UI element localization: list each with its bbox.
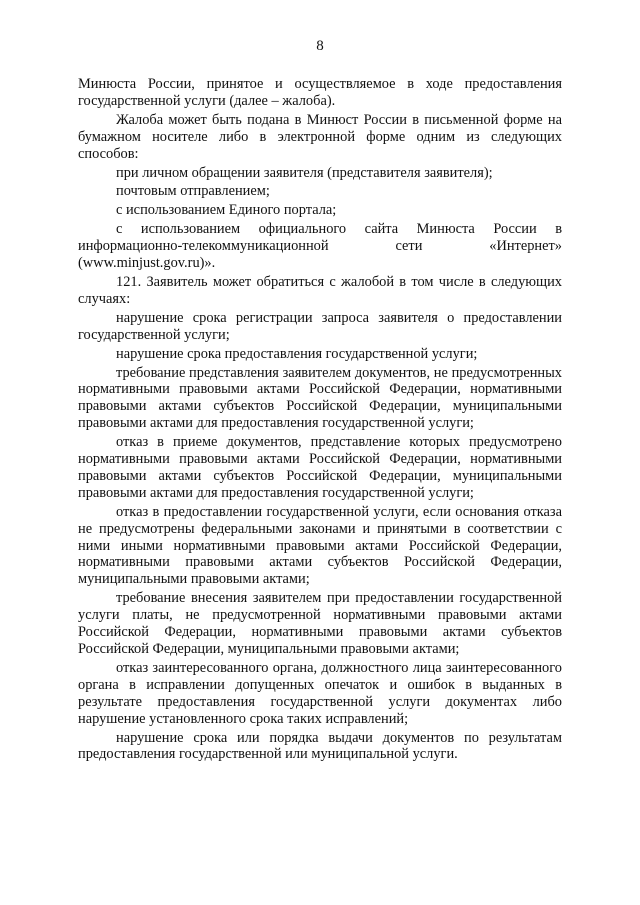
list-item-official-website: с использованием официального сайта Минюста России в информационно-телекоммуникационной сети «Интернет» (www.minjust.gov.ru)».: [78, 221, 562, 272]
paragraph-complaint-definition-continued: Минюста России, принятое и осуществляемое в ходе предоставления государственной услуги (далее – жалоба).: [78, 76, 562, 109]
list-item-service-deadline-violation: нарушение срока предоставления государственной услуги;: [116, 345, 478, 362]
list-item-registration-deadline-violation: нарушение срока регистрации запроса заявителя о предоставлении государственной услуги;: [78, 309, 562, 343]
list-item-documents-requirement: требование представления заявителем документов, не предусмотренных нормативными правовыми актами Российской Федерации, нормативными правовыми актами субъектов Российской Федерации, муниципальными правовыми актами для предоставления государственной услуги;: [78, 364, 562, 432]
list-item-payment-requirement: требование внесения заявителем при предоставлении государственной услуги платы, не предусмотренной нормативными правовыми актами Российской Федерации, нормативными правовыми актами субъектов Российской Федерации, муниципальными правовыми актами;: [78, 590, 562, 657]
document-body: [78, 76, 562, 763]
list-item-postal: почтовым отправлением;: [116, 183, 270, 200]
page-number: 8: [316, 38, 324, 54]
list-item-issuance-violation: нарушение срока или порядка выдачи документов по результатам предоставления государственной или муниципальной услуги.: [78, 729, 562, 763]
list-item-service-refusal: отказ в предоставлении государственной услуги, если основания отказа не предусмотрены федеральными законами и принятыми в соответствии с ними иными нормативными правовыми актами Российской Федерации, нормативными правовыми актами субъектов Российской Федерации, муниципальными правовыми актами;: [78, 503, 562, 588]
list-item-personal-appeal: при личном обращении заявителя (представителя заявителя);: [116, 164, 493, 181]
list-item-error-correction-refusal: отказ заинтересованного органа, должностного лица заинтересованного органа в исправлении допущенных опечаток и ошибок в выданных в результате предоставления государственной услуги документах либо нарушение установленного срока таких исправлений;: [78, 659, 562, 727]
paragraph-121-cases: 121. Заявитель может обратиться с жалобой в том числе в следующих случаях:: [78, 273, 562, 307]
list-item-single-portal: с использованием Единого портала;: [116, 202, 337, 219]
paragraph-complaint-submission: Жалоба может быть подана в Минюст России в письменной форме на бумажном носителе либо в электронной форме одним из следующих способов:: [78, 111, 562, 162]
list-item-documents-refusal: отказ в приеме документов, представление которых предусмотрено нормативными правовыми актами Российской Федерации, нормативными правовыми актами субъектов Российской Федерации, муниципальными правовыми актами для предоставления государственной услуги;: [78, 434, 562, 501]
